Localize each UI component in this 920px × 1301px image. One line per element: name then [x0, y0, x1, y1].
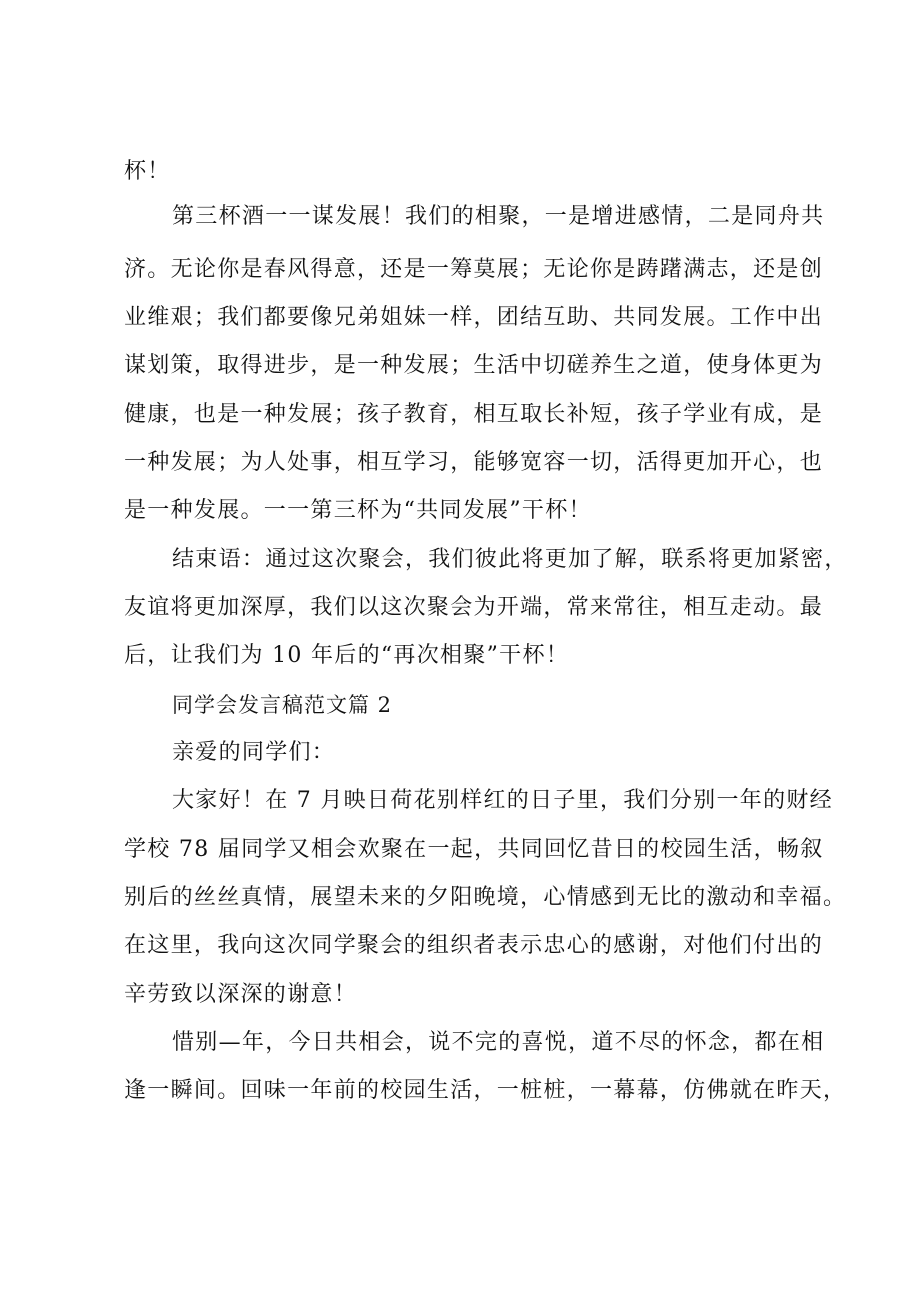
- paragraph-farewell: 惜别—年，今日共相会，说不完的喜悦，道不尽的怀念，都在相: [172, 1030, 825, 1055]
- text-line-8: 是一种发展。一一第三杯为“共同发展”干杯！: [124, 498, 592, 523]
- paragraph-greeting: 大家好！在 7 月映日荷花别样红的日子里，我们分别一年的财经: [172, 788, 833, 813]
- text-line-10: 友谊将更加深厚，我们以这次聚会为开端，常来常往，相互走动。最: [124, 595, 824, 620]
- text-line-11: 后，让我们为 10 年后的“再次相聚”干杯！: [124, 643, 570, 668]
- text-line-4: 业维艰；我们都要像兄弟姐妹一样，团结互助、共同发展。工作中出: [124, 305, 824, 330]
- paragraph-third-toast: 第三杯酒一一谋发展！我们的相聚，一是增进感情，二是同舟共: [172, 204, 825, 229]
- section-heading: 同学会发言稿范文篇 2: [172, 693, 393, 717]
- text-line-17: 在这里，我向这次同学聚会的组织者表示忠心的感谢，对他们付出的: [124, 933, 824, 958]
- text-line-5: 谋划策，取得进步，是一种发展；生活中切磋养生之道，使身体更为: [124, 353, 824, 378]
- text-line-6: 健康，也是一种发展；孩子教育，相互取长补短，孩子学业有成，是: [124, 402, 824, 427]
- text-line-3: 济。无论你是春风得意，还是一筹莫展；无论你是踌躇满志，还是创: [124, 257, 824, 282]
- salutation: 亲爱的同学们：: [172, 740, 336, 765]
- text-line-7: 一种发展；为人处事，相互学习，能够宽容一切，活得更加开心，也: [124, 450, 824, 475]
- text-line-18: 辛劳致以深深的谢意！: [124, 982, 358, 1007]
- text-line-15: 学校 78 届同学又相会欢聚在一起，共同回忆昔日的校园生活，畅叙: [124, 837, 824, 862]
- text-line-1: 杯！: [124, 159, 171, 184]
- text-line-20: 逢一瞬间。回味一年前的校园生活，一桩桩，一幕幕，仿佛就在昨天，: [124, 1078, 847, 1103]
- text-line-16: 别后的丝丝真情，展望未来的夕阳晚境，心情感到无比的激动和幸福。: [124, 885, 847, 910]
- paragraph-closing: 结束语：通过这次聚会，我们彼此将更加了解，联系将更加紧密，: [172, 547, 848, 572]
